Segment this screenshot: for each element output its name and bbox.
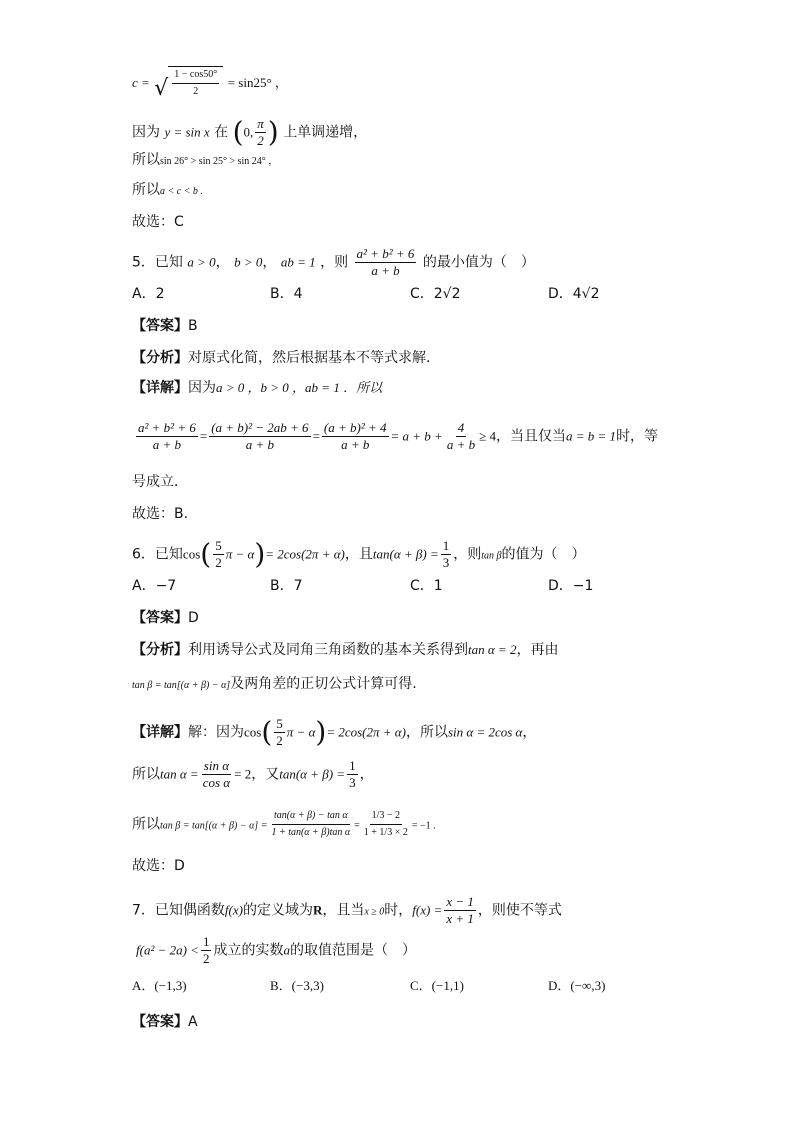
q6-detail2-num: sin α	[203, 758, 230, 773]
q5-detail-prefix: 因为	[188, 380, 216, 396]
q5-eq-cond: a = b = 1	[566, 428, 617, 444]
q5-eq-num3: (a + b)² + 4	[323, 420, 387, 435]
q7-tail: ，则使不等式	[477, 902, 562, 919]
pi-num: π	[257, 116, 264, 131]
q6-detail3-den: 1 + tan(α + β)tan α	[271, 827, 351, 838]
so1-expr: sin 26° > sin 25° > sin 24° ，	[160, 156, 279, 167]
q6-detail3-den2: 1 + 1/3 × 2	[363, 827, 408, 838]
q7-fx: f(x) =	[412, 902, 443, 918]
q6-five: 5	[215, 538, 222, 553]
q6-choice: 故选：D	[132, 858, 185, 874]
mono-suffix: 上单调递增，	[283, 124, 368, 141]
q6-and: ，且	[344, 546, 373, 563]
q5-eq-num2: (a + b)² − 2ab + 6	[211, 420, 309, 435]
so-line-2	[132, 180, 203, 202]
q6-option-c: C．1	[410, 578, 443, 594]
q6-detail2-expr: tan(α + β) =	[279, 766, 346, 782]
q5-option-b: B．4	[270, 286, 303, 302]
q5-cond3: ab = 1	[280, 254, 316, 270]
q7-ineq-left: f(a² − 2a) <	[136, 942, 199, 958]
q6-detail1-five: 5	[276, 716, 283, 731]
q7-option-c: C．(−1,1)	[410, 978, 464, 993]
q5-analysis-tag: 【分析】	[132, 350, 188, 366]
q7-stem-prefix: 7．已知偶函数	[132, 902, 225, 919]
q6-detail2-prefix: 所以	[132, 766, 160, 783]
q6-detail3-num: tan(α + β) − tan α	[272, 808, 350, 825]
q6-detail3-end: = −1 .	[411, 820, 436, 832]
q6-detail3-prefix: 所以	[132, 816, 160, 833]
q6-detail3-left: tan β = tan[(α + β) − α] =	[160, 820, 268, 832]
q7-answer-value: A	[188, 1014, 198, 1030]
so1-prefix: 所以	[132, 152, 160, 168]
q7-answer-tag: 【答案】	[132, 1014, 188, 1030]
q6-cos: cos	[182, 546, 201, 562]
q5-analysis-text: 对原式化简，然后根据基本不等式求解.	[188, 350, 431, 366]
q5-eq-mid: = a + b +	[390, 428, 443, 444]
q6-detail2-den2: 3	[349, 775, 356, 790]
q7-mid2: ，且当	[322, 902, 365, 919]
q7-ineq-var: a	[283, 942, 290, 958]
q7-ineq-tail: 成立的实数	[213, 942, 284, 959]
q5-option-a: A．2	[132, 286, 165, 302]
so-line-1	[132, 150, 278, 172]
q6-detail1-pi-alpha: π − α	[286, 724, 316, 740]
q7-option-d: D．(−∞,3)	[548, 978, 606, 993]
q6-analysis1-tail: ，再由	[516, 642, 559, 658]
mono-in: 在	[214, 124, 229, 141]
q5-eq-den4: a + b	[446, 437, 476, 452]
c-rhs: = sin25° ，	[227, 75, 288, 90]
q5-option-d: D．4√2	[548, 286, 600, 302]
q5-eq-tail2: 时，等	[616, 428, 659, 445]
q6-eq2-num: 1	[442, 538, 450, 553]
q6-detail3-num2: 1/3 − 2	[370, 808, 402, 825]
q5-eq-tail: ，当且仅当	[496, 428, 567, 445]
q5-stem: 5．已知 a > 0， b > 0， ab = 1 ，则 $\frac{\text{a² + b² + 6}}{a + b}$ 的最小值为（ ）	[132, 246, 535, 278]
q7-num: x − 1	[446, 894, 474, 909]
sqrt-expression: √ $\frac{1 - \cos 50^\circ}{2}$	[154, 66, 223, 100]
c-lhs: c =	[132, 75, 150, 90]
q6-analysis2-tail: 及两角差的正切公式计算可得.	[230, 676, 417, 692]
q6-detail-tag: 【详解】	[132, 724, 188, 741]
q7-inequality	[136, 934, 416, 967]
q5-equation: $\frac{\text{a² + b² + 6}}{a + b}$ = $\frac{\text{(a + b)² − 2ab + 6}}{a + b}$ = $\frac{\text{(a + b)² + 4}}{a + b}$ = a + b + $\frac{4}{a + b}$ ≥ 4，当且仅当a = b = 1时，等	[138, 420, 659, 452]
q5-eq-den2: a + b	[245, 437, 275, 452]
q6-detail2-also: ，又	[251, 766, 280, 783]
q6-stem: 6．已知cos( $\frac{5}{2}$ π − α)= 2cos(2π + α)，且tan(α + β) = $\frac{1}{3}$ ，则tan β的值为（ ）	[132, 537, 586, 571]
q6-detail-2	[132, 758, 374, 791]
q7-ineq-den: 2	[202, 951, 210, 966]
q6-detail1-mid: ，所以	[405, 724, 448, 741]
q7-ineq-end: 的取值范围是（ ）	[289, 942, 416, 959]
q5-eq-den1: a + b	[152, 437, 182, 452]
monotonic-line: 因为 y = sin x 在 (0, $\frac{\pi}{2}$ ) 上单调递增，	[132, 115, 368, 149]
q6-detail1-rest: = 2cos(2π + α)	[326, 724, 406, 740]
q6-detail2-end: ，	[359, 766, 374, 783]
q7-answer	[132, 1012, 198, 1032]
q5-detail	[132, 378, 382, 398]
mono-prefix: 因为	[132, 124, 160, 141]
q5-answer	[132, 316, 198, 336]
q6-analysis-1	[132, 640, 558, 660]
prev-choice: 故选：C	[132, 214, 184, 230]
q5-eq-num4: 4	[457, 420, 465, 435]
q6-answer-value: D	[188, 610, 199, 626]
pi-den: 2	[257, 133, 264, 148]
q6-then: ，则	[453, 546, 482, 563]
mono-func: y = sin x	[164, 124, 210, 140]
q7-ineq-num: 1	[202, 934, 210, 949]
q5-detail-conds: a > 0 ，b > 0 ，ab = 1 ．所以	[216, 380, 383, 395]
q6-option-d: D．−1	[548, 578, 594, 594]
q7-R: R	[312, 902, 323, 918]
q6-detail2-den: cos α	[202, 775, 231, 790]
q6-option-a: A．−7	[132, 578, 177, 594]
q6-detail1-cos: cos	[244, 724, 262, 740]
q6-analysis1-expr: tan α = 2	[468, 642, 517, 657]
q6-two: 2	[215, 555, 222, 570]
q6-answer-tag: 【答案】	[132, 610, 188, 626]
q6-eq2-left: tan(α + β) =	[372, 546, 439, 562]
q6-answer	[132, 608, 199, 628]
q5-choice: 故选：B.	[132, 506, 189, 522]
c-frac-den: 2	[193, 86, 199, 97]
q6-analysis2-expr: tan β = tan[(α + β) − α]	[132, 680, 231, 691]
q6-detail1-expr: sin α = 2cos α	[447, 724, 523, 740]
q6-detail-3	[132, 808, 436, 841]
q5-then: ，则	[320, 254, 349, 271]
q6-analysis1: 利用诱导公式及同角三角函数的基本关系得到	[188, 642, 468, 658]
mono-interval-left: 0,	[243, 124, 254, 140]
q7-mid: 的定义域为	[242, 902, 313, 919]
c-expression-line	[132, 66, 288, 100]
so2-expr: a < c < b .	[160, 186, 203, 197]
q5-analysis	[132, 348, 430, 368]
q7-cond: x ≥ 0	[364, 906, 385, 918]
q6-analysis-tag: 【分析】	[132, 642, 188, 658]
q6-detail3-eq: =	[354, 820, 360, 832]
q6-detail2-mid: = 2	[234, 766, 252, 782]
q5-eq-end: ≥ 4	[479, 428, 497, 444]
q6-eq2-den: 3	[442, 555, 450, 570]
q7-den: x + 1	[446, 911, 474, 926]
q5-frac-den: a + b	[371, 263, 400, 278]
q7-f: f(x)	[224, 902, 243, 918]
q5-frac-num: a² + b² + 6	[356, 246, 415, 261]
q6-stem-prefix: 6．已知	[132, 546, 183, 563]
so2-prefix: 所以	[132, 182, 160, 198]
q5-eq-tail3: 号成立．	[132, 474, 188, 490]
q5-eq-den3: a + b	[341, 437, 370, 452]
q6-eq1-right: = 2cos(2π + α)	[265, 546, 345, 562]
q6-detail2-left: tan α =	[160, 766, 199, 782]
q5-cond2: b > 0	[234, 254, 263, 270]
q5-detail-tag: 【详解】	[132, 380, 188, 396]
q7-mid3: 时，	[384, 902, 413, 919]
q6-pi-alpha: π − α	[225, 546, 255, 562]
q6-detail2-num2: 1	[349, 758, 356, 773]
q7-option-b: B．(−3,3)	[270, 978, 324, 993]
q6-detail1-end: ，	[522, 724, 537, 741]
q6-target: tan β	[481, 550, 502, 562]
q5-option-c: C．2√2	[410, 286, 461, 302]
q5-eq-num1: a² + b² + 6	[138, 420, 196, 435]
q7-stem	[132, 894, 562, 927]
q6-detail-1: 【详解】解：因为cos( $\frac{5}{2}$ π − α)= 2cos(2π + α)，所以sin α = 2cos α，	[132, 715, 537, 749]
c-frac-num: 1 − cos50°	[172, 67, 219, 84]
q5-stem-prefix: 5．已知	[132, 254, 183, 271]
q6-stem-suffix: 的值为（ ）	[501, 546, 586, 563]
q6-detail1-prefix: 解：因为	[188, 724, 244, 741]
q5-cond1: a > 0	[187, 254, 216, 270]
q6-option-b: B．7	[270, 578, 303, 594]
q5-answer-value: B	[188, 318, 198, 334]
q6-analysis-2	[132, 674, 417, 696]
q5-stem-suffix: 的最小值为（ ）	[422, 254, 535, 271]
q6-detail1-two: 2	[276, 733, 283, 748]
q5-answer-tag: 【答案】	[132, 318, 188, 334]
q7-option-a: A．(−1,3)	[132, 978, 187, 993]
